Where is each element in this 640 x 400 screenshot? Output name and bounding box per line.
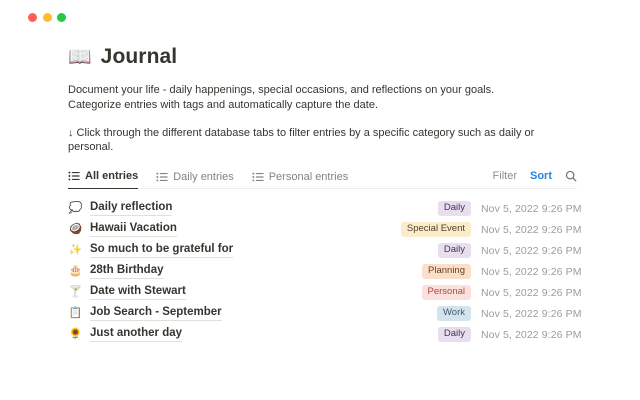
entry-emoji-icon: ✨	[68, 244, 83, 256]
entry-tag-badge: Personal	[422, 285, 472, 300]
window-controls	[28, 13, 66, 22]
sort-button[interactable]: Sort	[530, 170, 552, 182]
search-icon[interactable]	[565, 170, 577, 182]
description-line-2: Categorize entries with tags and automatically capture the date.	[68, 98, 379, 111]
entry-title[interactable]: Hawaii Vacation	[90, 222, 177, 237]
entry-date: Nov 5, 2022 9:26 PM	[481, 244, 582, 257]
entry-date: Nov 5, 2022 9:26 PM	[481, 265, 582, 278]
tab-list	[68, 170, 493, 188]
open-book-icon: 📖	[68, 46, 92, 68]
entry-tag-badge: Daily	[438, 201, 471, 216]
entry-row[interactable]	[68, 261, 582, 282]
entry-emoji-icon: 🎂	[68, 265, 83, 277]
entry-title[interactable]: 28th Birthday	[90, 264, 164, 279]
tab-daily-entries[interactable]	[156, 170, 234, 189]
entry-tag-badge: Special Event	[401, 222, 471, 237]
instruction-text: ↓ Click through the different database tabs to filter entries by a specific category such as daily or personal.	[68, 127, 535, 153]
entry-emoji-icon: 📋	[68, 307, 83, 319]
journal-page	[68, 44, 582, 345]
entry-date: Nov 5, 2022 9:26 PM	[481, 328, 582, 341]
entry-tag-badge: Planning	[422, 264, 471, 279]
entry-title[interactable]: So much to be grateful for	[90, 243, 233, 258]
filter-button[interactable]: Filter	[492, 170, 517, 182]
entry-title[interactable]: Date with Stewart	[90, 285, 186, 300]
close-button[interactable]	[28, 13, 37, 22]
entry-title[interactable]: Job Search - September	[90, 306, 222, 321]
description-line-1: Document your life - daily happenings, special occasions, and reflections on your goals.	[68, 84, 495, 96]
entry-date: Nov 5, 2022 9:26 PM	[481, 202, 582, 215]
tab-personal-entries[interactable]	[252, 170, 349, 189]
tab-label: All entries	[85, 170, 139, 182]
entry-emoji-icon: 🥥	[68, 223, 83, 235]
entry-row[interactable]	[68, 198, 582, 219]
list-view-icon	[156, 171, 168, 183]
tab-label: Personal entries	[268, 170, 349, 183]
list-view-icon	[252, 171, 264, 183]
tab-label: Daily entries	[173, 170, 234, 183]
entry-row[interactable]	[68, 219, 582, 240]
entry-title[interactable]: Just another day	[90, 327, 182, 342]
entry-emoji-icon: 🍸	[68, 286, 83, 298]
minimize-button[interactable]	[43, 13, 52, 22]
entry-row[interactable]	[68, 240, 582, 261]
entry-tag-badge: Work	[437, 306, 471, 321]
entry-date: Nov 5, 2022 9:26 PM	[481, 286, 582, 299]
entry-emoji-icon: 🌻	[68, 328, 83, 340]
entry-row[interactable]	[68, 324, 582, 345]
page-description	[68, 83, 577, 112]
entry-tag-badge: Daily	[438, 243, 471, 258]
list-view-icon	[68, 170, 80, 182]
entry-row[interactable]	[68, 282, 582, 303]
entry-tag-badge: Daily	[438, 327, 471, 342]
tab-all-entries[interactable]	[68, 170, 138, 189]
entry-date: Nov 5, 2022 9:26 PM	[481, 223, 582, 236]
page-title: Journal	[100, 45, 178, 68]
database-tabbar	[68, 170, 577, 189]
entry-list	[68, 198, 582, 345]
entry-date: Nov 5, 2022 9:26 PM	[481, 307, 582, 320]
page-header	[68, 44, 577, 70]
entry-title[interactable]: Daily reflection	[90, 201, 172, 216]
zoom-button[interactable]	[57, 13, 66, 22]
entry-emoji-icon: 💭	[68, 202, 83, 214]
view-toolbar	[493, 170, 577, 188]
entry-row[interactable]	[68, 303, 582, 324]
